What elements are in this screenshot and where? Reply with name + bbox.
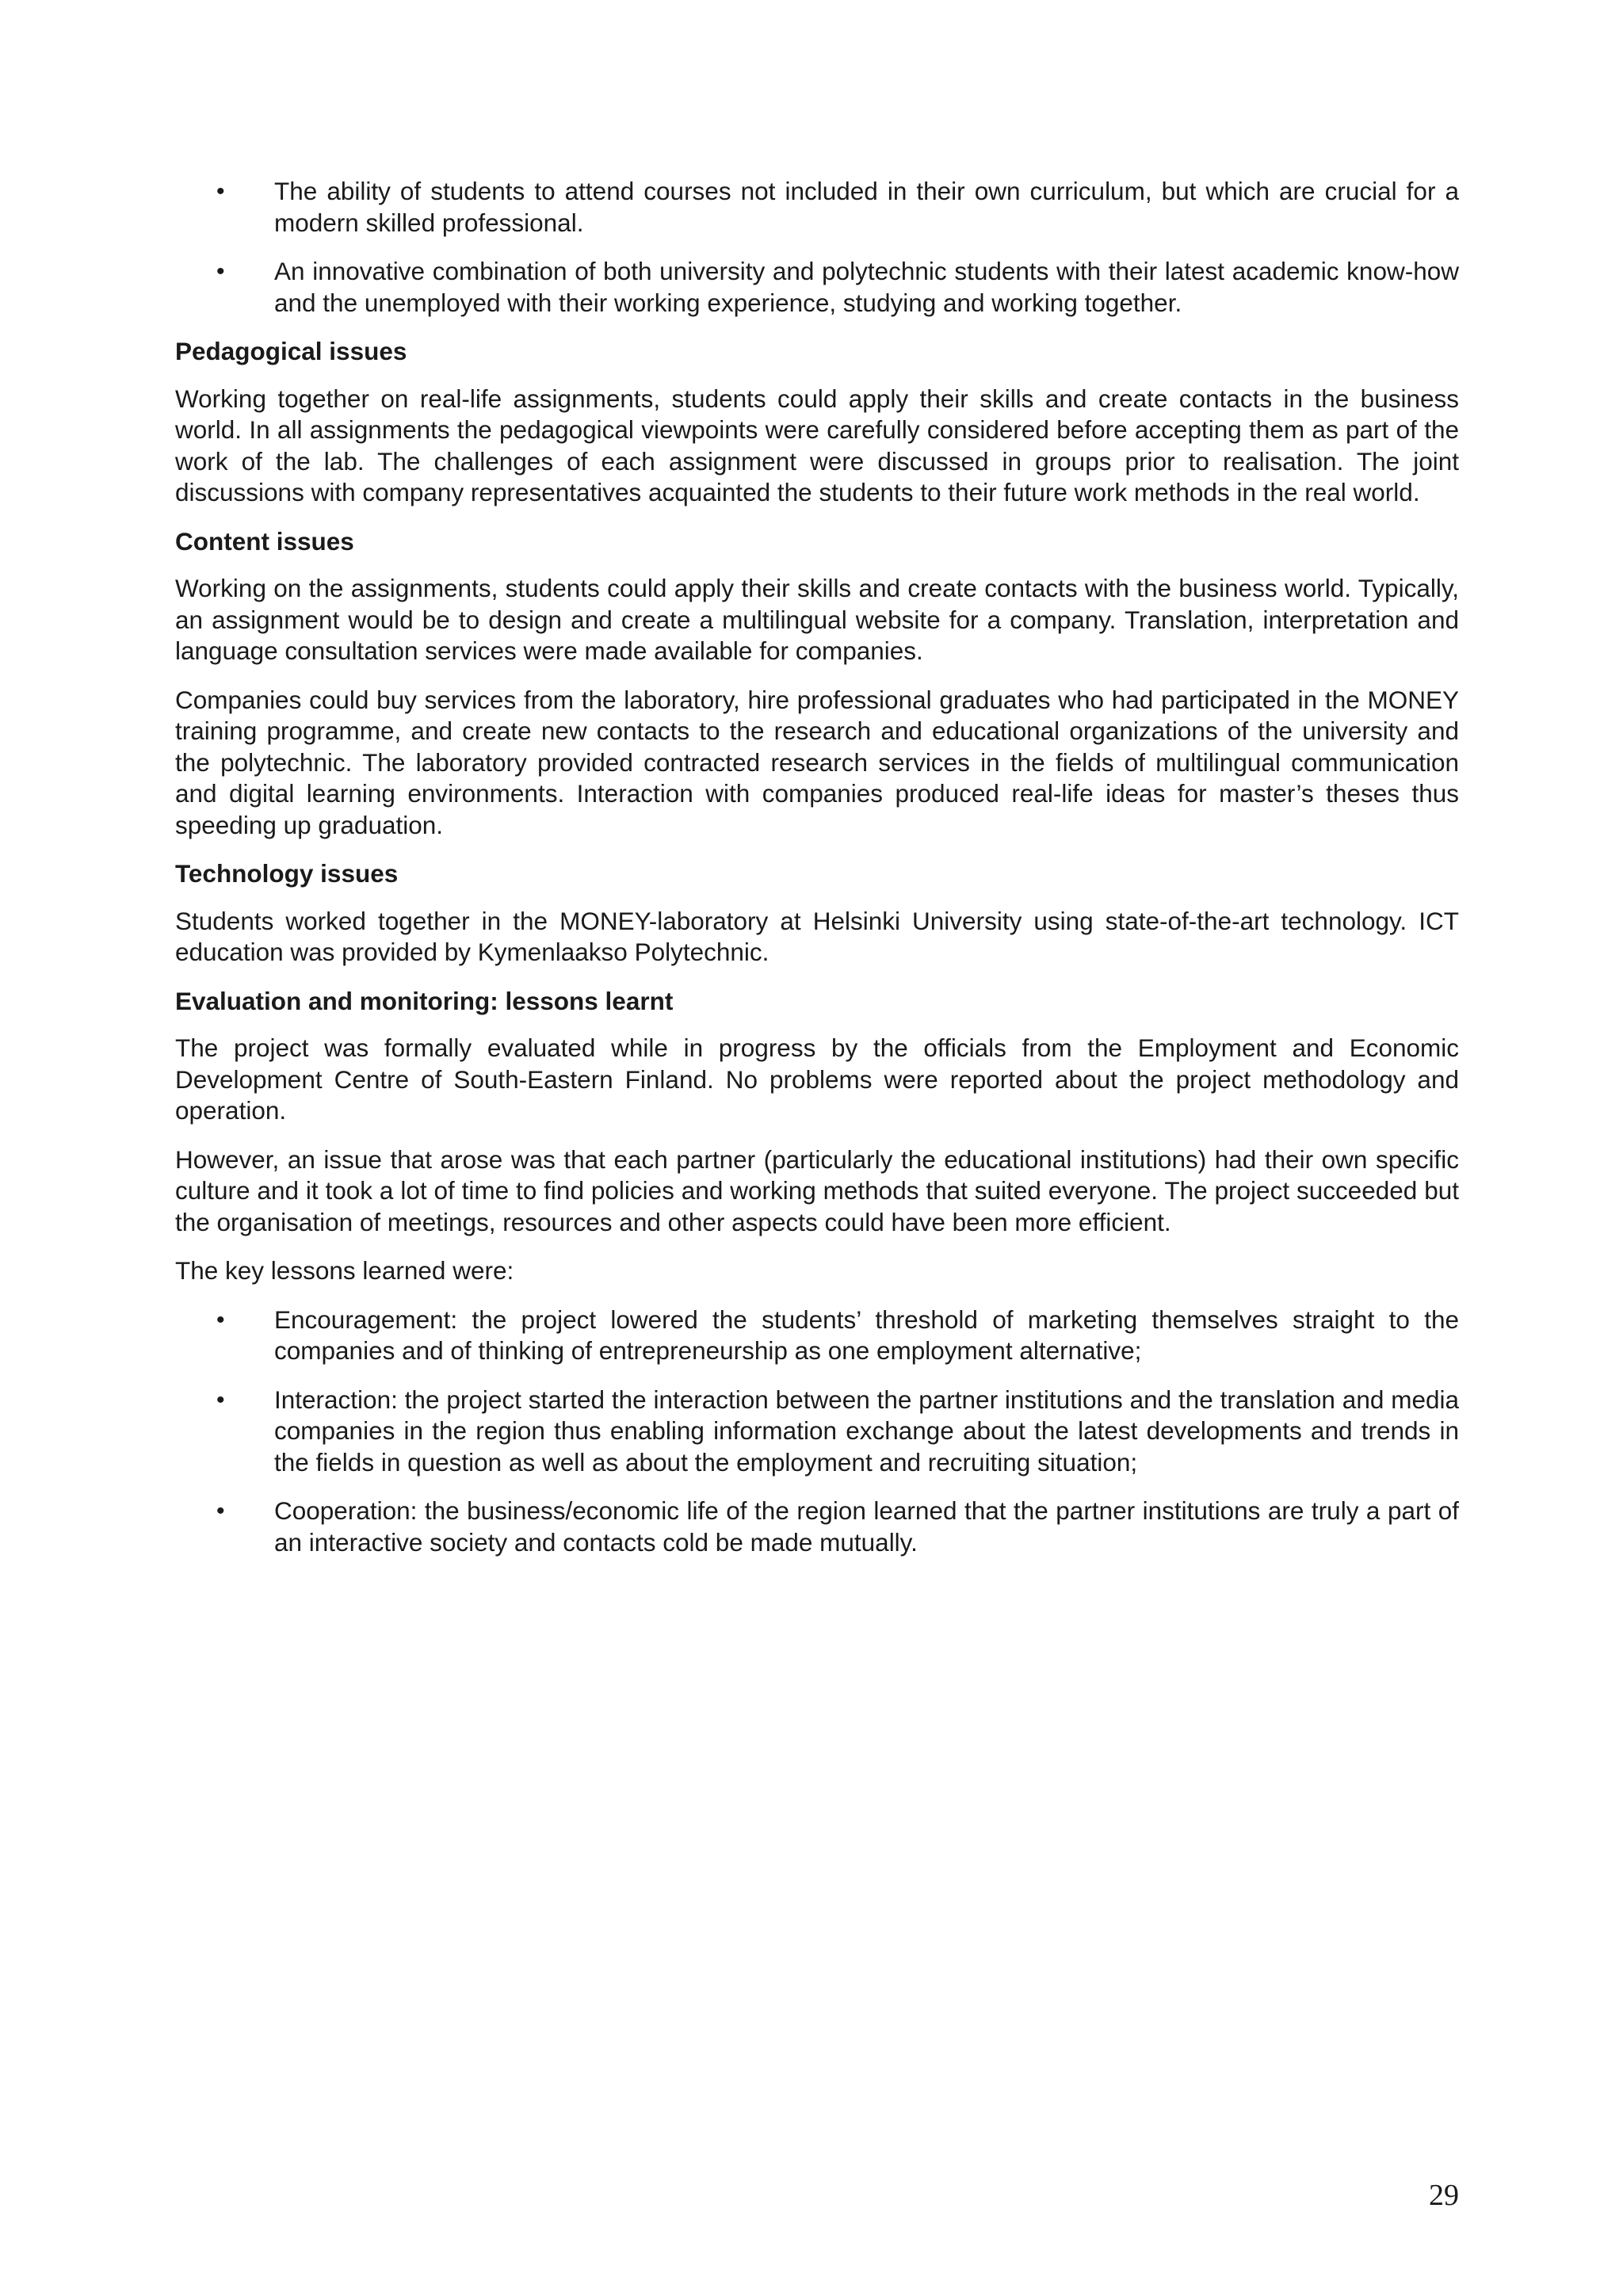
lessons-bullet-list bbox=[175, 1305, 1459, 1559]
list-item-text: The ability of students to attend courses not included in their own curriculum, but which are crucial for a modern skilled professional. bbox=[274, 177, 1459, 237]
bullet-icon: • bbox=[216, 178, 225, 204]
bullet-icon: • bbox=[216, 258, 225, 285]
pedagogical-heading: Pedagogical issues bbox=[175, 337, 407, 365]
document-page bbox=[175, 176, 1459, 1576]
list-item bbox=[175, 1385, 1459, 1479]
content-heading: Content issues bbox=[175, 526, 354, 556]
list-item-text: Interaction: the project started the interaction between the partner institutions and the translation and media companies in the region thus enabling information exchange about the latest developments and trends in the fields in question as well as about the employment and recruiting situation; bbox=[274, 1385, 1459, 1477]
list-item-text: Cooperation: the business/economic life of the region learned that the partner institutions are truly a part of an interactive society and contacts cold be made mutually. bbox=[274, 1496, 1459, 1557]
evaluation-paragraph-1: The project was formally evaluated while in progress by the officials from the Employment and Economic Development Centre of South-Eastern Finland. No problems were reported about the project methodology and operation. bbox=[175, 1033, 1459, 1125]
bullet-icon: • bbox=[216, 1498, 225, 1524]
lessons-intro: The key lessons learned were: bbox=[175, 1256, 514, 1285]
evaluation-paragraph-2: However, an issue that arose was that each partner (particularly the educational institutions) had their own specific culture and it took a lot of time to find policies and working methods that suited everyone. The project succeeded but the organisation of meetings, resources and other aspects could have been more efficient. bbox=[175, 1144, 1459, 1236]
page-number: 29 bbox=[1429, 2179, 1459, 2212]
list-item bbox=[175, 1305, 1459, 1367]
technology-heading: Technology issues bbox=[175, 859, 399, 888]
list-item bbox=[175, 256, 1459, 319]
content-paragraph-2: Companies could buy services from the laboratory, hire professional graduates who had participated in the MONEY training programme, and create new contacts to the research and educational organizations of the university and the polytechnic. The laboratory provided contracted research services in the fields of multilingual communication and digital learning environments. Interaction with companies produced real-life ideas for master’s theses thus speeding up graduation. bbox=[175, 685, 1459, 839]
content-paragraph-1: Working on the assignments, students could apply their skills and create contacts with the business world. Typically, an assignment would be to design and create a multilingual website for a company. Translation, interpretation and language consultation services were made available for companies. bbox=[175, 574, 1459, 665]
evaluation-heading: Evaluation and monitoring: lessons learnt bbox=[175, 986, 674, 1015]
technology-paragraph: Students worked together in the MONEY-laboratory at Helsinki University using state-of-the-art technology. ICT education was provided by Kymenlaakso Polytechnic. bbox=[175, 906, 1459, 966]
pedagogical-paragraph: Working together on real-life assignments, students could apply their skills and create contacts in the business world. In all assignments the pedagogical viewpoints were carefully considered before accepting them as part of the work of the lab. The challenges of each assignment were discussed in groups prior to realisation. The joint discussions with company representatives acquainted the students to their future work methods in the real world. bbox=[175, 384, 1459, 506]
bullet-icon: • bbox=[216, 1386, 225, 1413]
list-item bbox=[175, 1496, 1459, 1558]
intro-bullet-list bbox=[175, 176, 1459, 319]
list-item-text: An innovative combination of both university and polytechnic students with their latest academic know-how and the unemployed with their working experience, studying and working together. bbox=[274, 257, 1459, 317]
bullet-icon: • bbox=[216, 1306, 225, 1333]
list-item bbox=[175, 176, 1459, 239]
list-item-text: Encouragement: the project lowered the students’ threshold of marketing themselves straight to the companies and of thinking of entrepreneurship as one employment alternative; bbox=[274, 1305, 1459, 1365]
